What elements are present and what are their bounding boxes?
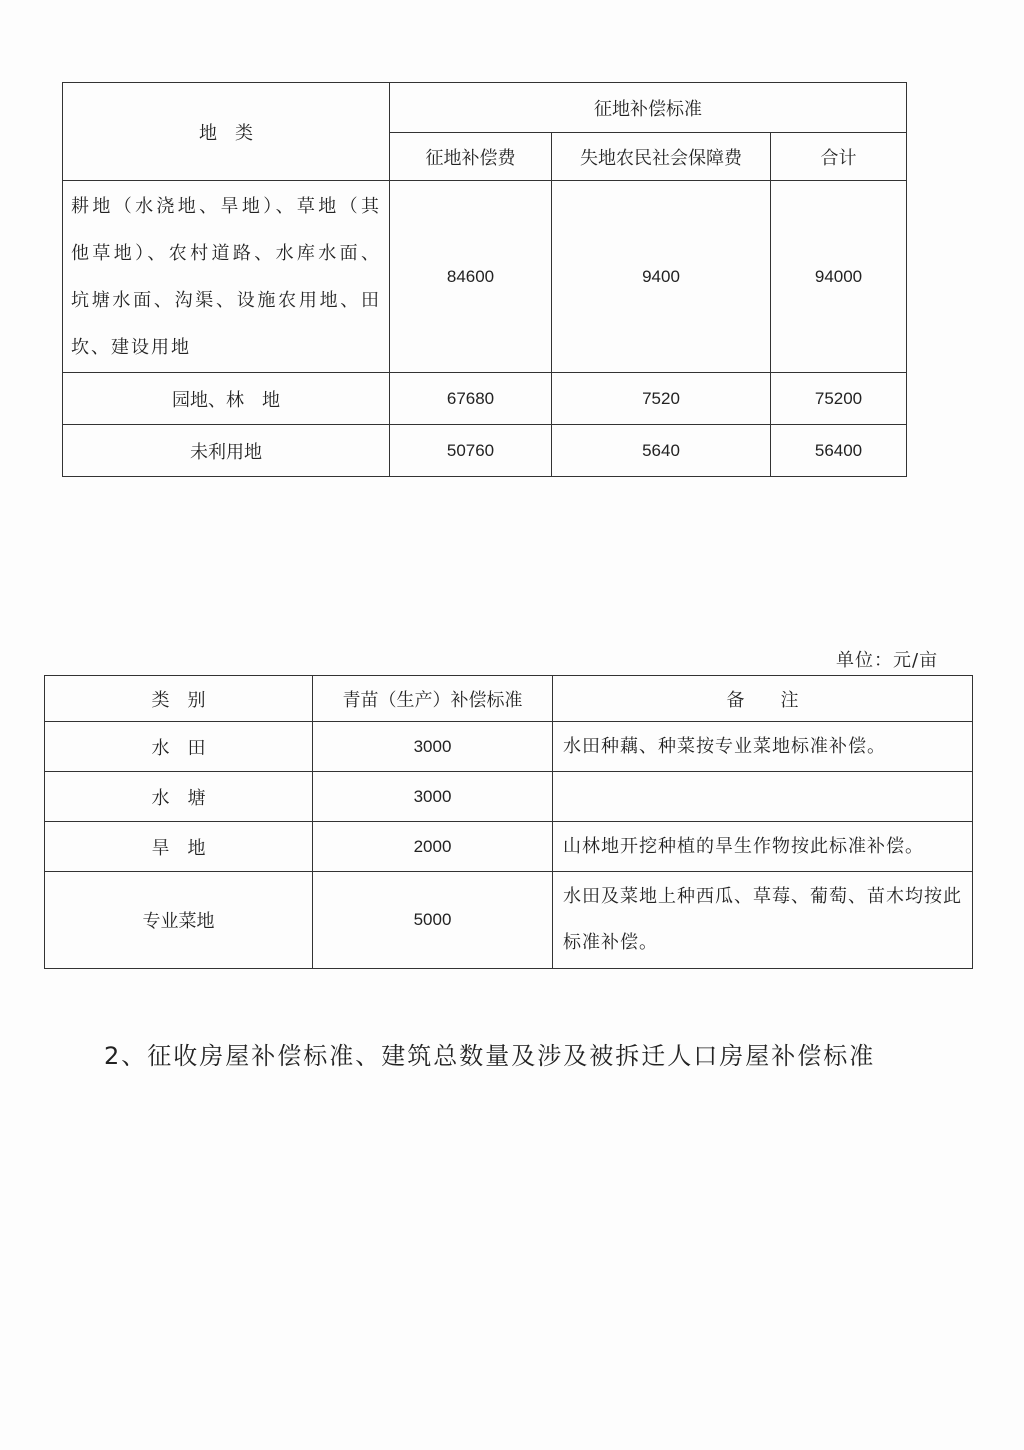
header-total: 合计	[771, 133, 907, 181]
fee-cell: 50760	[390, 425, 552, 477]
fee-cell: 84600	[390, 181, 552, 373]
header-social-security-fee: 失地农民社会保障费	[552, 133, 771, 181]
category-cell: 旱 地	[45, 822, 313, 872]
landtype-cell: 园地、林 地	[63, 373, 390, 425]
landtype-cell: 耕地（水浇地、旱地）、草地（其他草地）、农村道路、水库水面、坑塘水面、沟渠、设施农用地、田坎、建设用地	[63, 181, 390, 373]
header-crop-standard: 青苗（生产）补偿标准	[313, 676, 553, 722]
header-landtype: 地 类	[63, 83, 390, 181]
header-compensation-standard: 征地补偿标准	[390, 83, 907, 133]
section-heading: 2、征收房屋补偿标准、建筑总数量及涉及被拆迁人口房屋补偿标准	[104, 1042, 876, 1070]
total-cell: 94000	[771, 181, 907, 373]
standard-cell: 3000	[313, 772, 553, 822]
table-row	[63, 373, 907, 425]
header-category: 类 别	[45, 676, 313, 722]
table-row	[63, 181, 907, 373]
landtype-cell: 未利用地	[63, 425, 390, 477]
total-cell: 75200	[771, 373, 907, 425]
category-cell: 水 塘	[45, 772, 313, 822]
category-cell: 专业菜地	[45, 872, 313, 969]
table-row	[63, 425, 907, 477]
total-cell: 56400	[771, 425, 907, 477]
table-row	[45, 822, 973, 872]
security-cell: 9400	[552, 181, 771, 373]
land-compensation-table	[62, 82, 907, 477]
remark-cell: 水田种藕、种菜按专业菜地标准补偿。	[553, 722, 973, 772]
remark-cell: 水田及菜地上种西瓜、草莓、葡萄、苗木均按此标准补偿。	[553, 872, 973, 969]
standard-cell: 3000	[313, 722, 553, 772]
crop-compensation-table	[44, 675, 973, 969]
fee-cell: 67680	[390, 373, 552, 425]
standard-cell: 5000	[313, 872, 553, 969]
remark-cell	[553, 772, 973, 822]
standard-cell: 2000	[313, 822, 553, 872]
header-remark: 备 注	[553, 676, 973, 722]
unit-label: 单位：元/亩	[836, 650, 939, 671]
header-land-fee: 征地补偿费	[390, 133, 552, 181]
security-cell: 7520	[552, 373, 771, 425]
remark-cell: 山林地开挖种植的旱生作物按此标准补偿。	[553, 822, 973, 872]
table-row	[45, 772, 973, 822]
security-cell: 5640	[552, 425, 771, 477]
category-cell: 水 田	[45, 722, 313, 772]
table-row	[45, 722, 973, 772]
table-row	[45, 872, 973, 969]
